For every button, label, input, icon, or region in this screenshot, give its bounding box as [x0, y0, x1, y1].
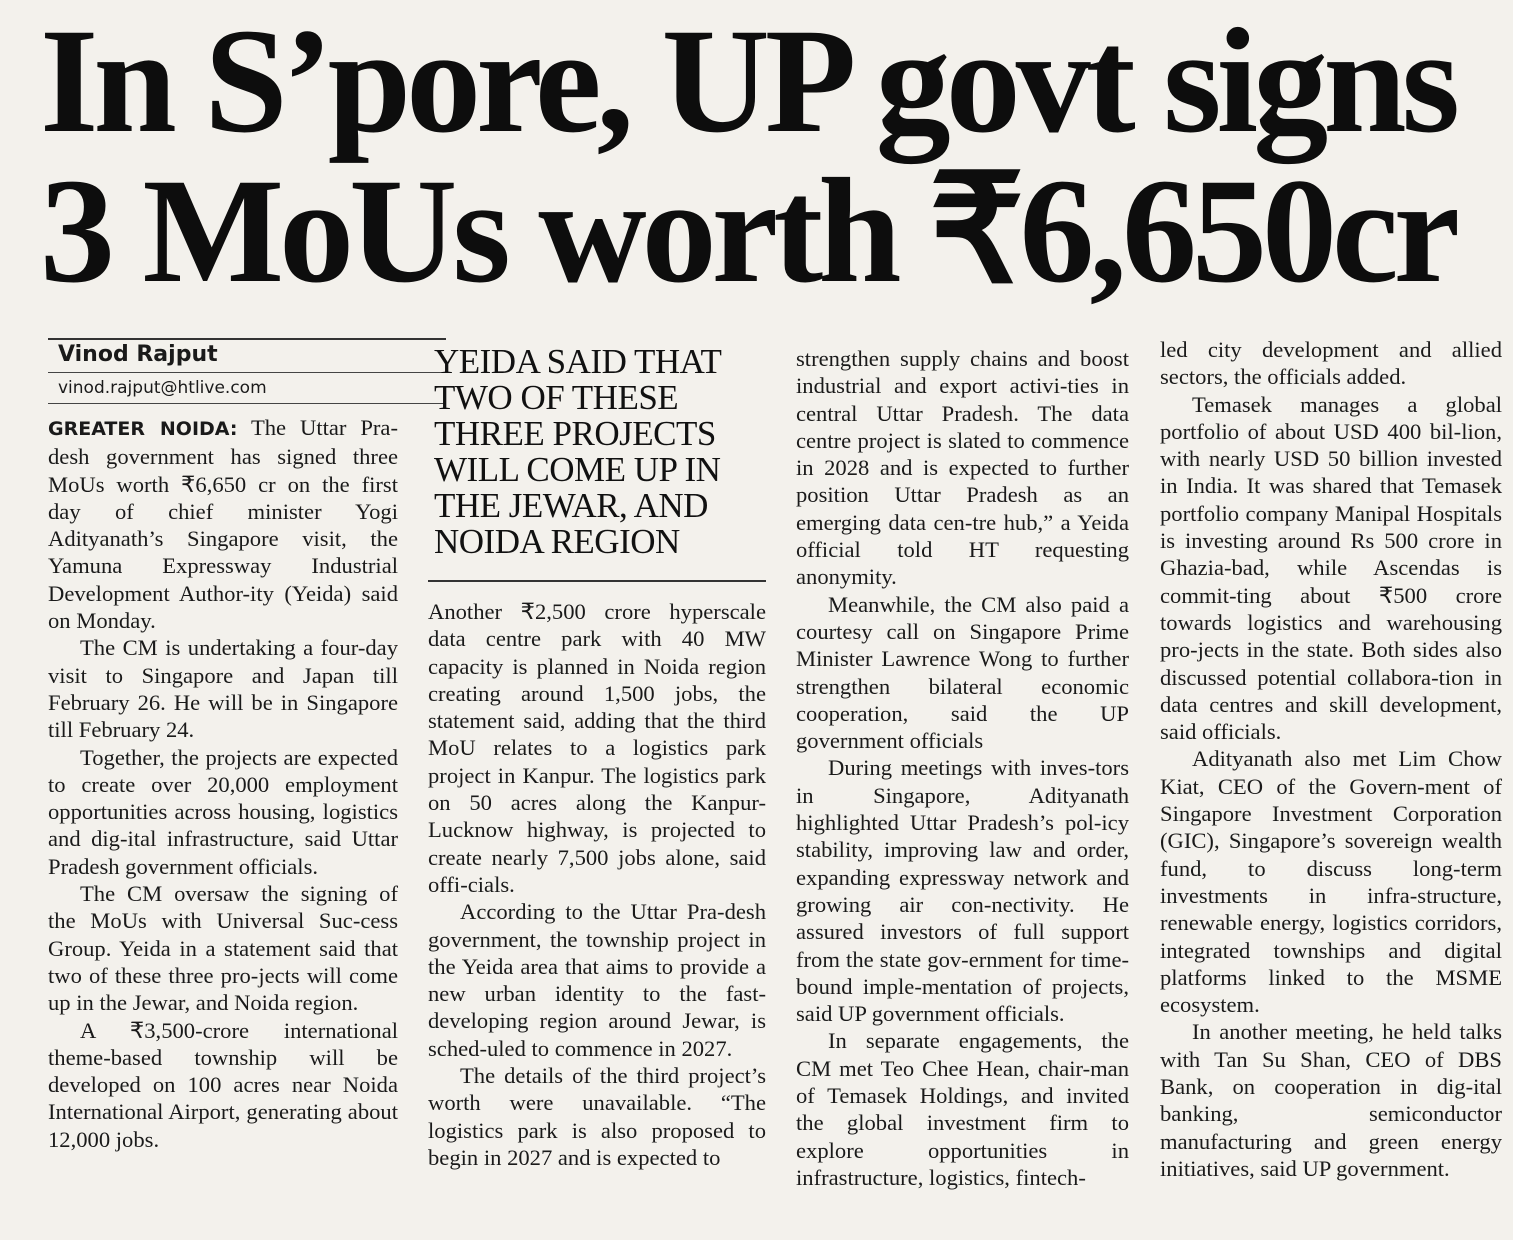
paragraph-1	[48, 414, 398, 634]
column-1	[48, 338, 398, 1153]
column-4	[1160, 336, 1502, 1182]
paragraph-12: In separate engagements, the CM met Teo Chee Hean, chair-man of Temasek Holdings, and invited the global investment firm to explore opportunities in infrastructure, logistics, fintech-	[796, 1028, 1129, 1190]
paragraph-2: The CM is undertaking a four-day visit to Singapore and Japan till February 26. He will be in Singapore till February 24.	[48, 635, 398, 743]
paragraph-14: Temasek manages a global portfolio of about USD 400 bil-lion, with nearly USD 50 billion invested in India. It was shared that Temasek portfolio company Manipal Hospitals is investing around Rs 500 crore in Ghazia-bad, while Ascendas is commit-ting about ₹500 crore towards logistics and warehousing pro-jects in the state. Both sides also discussed potential collabora-tion in data centres and skill development, said officials.	[1160, 391, 1502, 745]
byline-name: Vinod Rajput	[48, 338, 446, 373]
dateline: GREATER NOIDA:	[48, 418, 238, 440]
paragraph-6: Another ₹2,500 crore hyperscale data centre park with 40 MW capacity is planned in Noida region creating around 1,500 jobs, the statement said, adding that the third MoU relates to a logistics park project in Kanpur. The logistics park on 50 acres along the Kanpur-Lucknow highway, is projected to create nearly 7,500 jobs alone, said offi-cials.	[428, 599, 766, 897]
headline-line-1: In S’pore, UP govt signs	[40, 0, 1456, 164]
paragraph-10: Meanwhile, the CM also paid a courtesy call on Singapore Prime Minister Lawrence Wong to further strengthen bilateral economic cooperation, said the UP government officials	[796, 591, 1129, 754]
paragraph-13: led city development and allied sectors, the officials added.	[1160, 337, 1502, 390]
headline	[40, 0, 1505, 314]
headline-line-2: 3 MoUs worth ₹6,650cr	[40, 148, 1456, 314]
column-3	[796, 345, 1129, 1191]
paragraph-15: Adityanath also met Lim Chow Kiat, CEO of the Govern-ment of Singapore Investment Corporation (GIC), Singapore’s sovereign wealth fund, to discuss long-term investments in infra-structure, renewable energy, logistics corridors, integrated townships and digital platforms linked to the MSME ecosystem.	[1160, 746, 1502, 1018]
pull-quote: YEIDA SAID THAT TWO OF THESE THREE PROJECTS WILL COME UP IN THE JEWAR, AND NOIDA REGION	[428, 338, 766, 582]
column-2	[428, 338, 766, 1171]
paragraph-11: During meetings with inves-tors in Singapore, Adityanath highlighted Uttar Pradesh’s pol-icy stability, improving law and order, expanding expressway network and growing air con-nectivity. He assured investors of full support from the state gov-ernment for time-bound imple-mentation of projects, said UP government officials.	[796, 755, 1129, 1027]
byline-email: vinod.rajput@htlive.com	[48, 373, 446, 404]
paragraph-8: The details of the third project’s worth were unavailable. “The logistics park is also proposed to begin in 2027 and is expected to	[428, 1063, 766, 1170]
paragraph-1-text: The Uttar Pra-desh government has signed three MoUs worth ₹6,650 cr on the first day of chief minister Yogi Adityanath’s Singapore visit, the Yamuna Expressway Industrial Development Author-ity (Yeida) said on Monday.	[48, 415, 398, 634]
paragraph-5: A ₹3,500-crore international theme-based township will be developed on 100 acres near Noida International Airport, generating about 12,000 jobs.	[48, 1017, 398, 1152]
paragraph-3: Together, the projects are expected to create over 20,000 employment opportunities across housing, logistics and dig-ital infrastructure, said Uttar Pradesh government officials.	[48, 744, 398, 879]
paragraph-4: The CM oversaw the signing of the MoUs with Universal Suc-cess Group. Yeida in a statement said that two of these three pro-jects will come up in the Jewar, and Noida region.	[48, 881, 398, 1016]
paragraph-16: In another meeting, he held talks with Tan Su Shan, CEO of DBS Bank, on cooperation in dig-ital banking, semiconductor manufacturing and green energy initiatives, said UP government.	[1160, 1019, 1502, 1181]
paragraph-7: According to the Uttar Pra-desh government, the township project in the Yeida area that aims to provide a new urban identity to the fast-developing region around Jewar, is sched-uled to commence in 2027.	[428, 899, 766, 1061]
paragraph-9: strengthen supply chains and boost industrial and export activi-ties in central Uttar Pradesh. The data centre project is slated to commence in 2028 and is expected to further position Uttar Pradesh as an emerging data cen-tre hub,” a Yeida official told HT requesting anonymity.	[796, 346, 1129, 590]
